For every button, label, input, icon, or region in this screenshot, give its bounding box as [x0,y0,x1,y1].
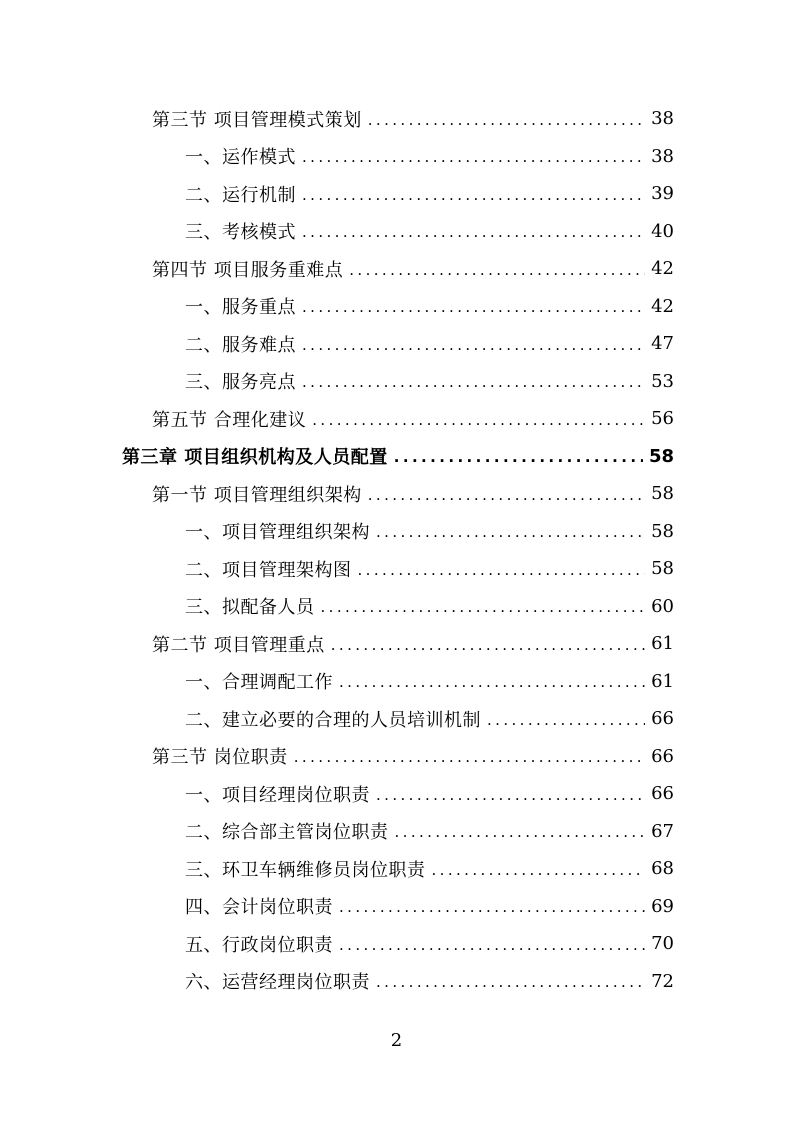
toc-entry-page: 67 [651,820,674,842]
toc-entry-label: 五、行政岗位职责 [185,934,333,956]
toc-entry-page: 38 [651,108,674,129]
page-number: 2 [390,1030,403,1051]
toc-entry-page: 58 [648,445,674,467]
toc-entry-label: 第一节 项目管理组织架构 [152,484,362,506]
toc-leader-dots [358,559,646,579]
toc-entry-page: 60 [651,595,674,617]
toc-leader-dots [376,521,645,541]
toc-leader-dots [368,109,645,129]
toc-leader-dots [302,296,645,316]
toc-leader-dots [302,221,645,241]
toc-entry-label: 四、会计岗位职责 [185,897,333,918]
toc-leader-dots [321,596,646,616]
toc-entry-label: 三、服务亮点 [185,372,296,393]
toc-entry-item[interactable] [185,850,674,887]
toc-entry-item[interactable] [185,925,674,962]
toc-leader-dots [302,184,645,204]
toc-entry-item[interactable] [185,138,674,175]
toc-entry-item[interactable] [185,288,674,325]
toc-entry-page: 58 [651,558,674,579]
toc-entry-label: 第四节 项目服务重难点 [152,259,344,281]
toc-entry-page: 58 [651,483,674,504]
toc-entry-item[interactable] [185,888,674,925]
toc-leader-dots [349,259,645,279]
toc-entry-label: 二、建立必要的合理的人员培训机制 [185,709,481,731]
toc-entry-page: 69 [651,895,674,917]
toc-leader-dots [376,784,645,804]
toc-entry-label: 一、运作模式 [185,147,296,168]
toc-entry-label: 二、综合部主管岗位职责 [185,822,389,843]
toc-leader-dots [395,821,646,841]
toc-leader-dots [487,709,645,729]
toc-entry-page: 40 [651,220,674,242]
toc-entry-section[interactable] [152,400,674,437]
toc-entry-page: 58 [651,520,674,542]
toc-leader-dots [376,971,645,991]
toc-entry-item[interactable] [185,213,674,250]
toc-leader-dots [368,484,645,504]
toc-entry-page: 47 [651,333,674,354]
toc-entry-page: 56 [651,408,674,429]
toc-entry-page: 38 [651,145,674,167]
toc-leader-dots [302,146,645,166]
toc-entry-page: 61 [651,670,674,692]
toc-entry-page: 66 [651,745,674,767]
toc-entry-label: 三、考核模式 [185,222,296,243]
toc-entry-label: 第三章 项目组织机构及人员配置 [122,447,388,468]
toc-entry-label: 第二节 项目管理重点 [152,634,325,656]
toc-entry-item[interactable] [185,663,674,700]
toc-entry-label: 一、服务重点 [185,297,296,318]
toc-leader-dots [339,934,645,954]
toc-entry-label: 二、服务难点 [185,334,296,356]
toc-entry-label: 六、运营经理岗位职责 [185,972,370,993]
toc-leader-dots [294,746,645,766]
toc-entry-chapter[interactable] [122,438,674,475]
toc-leader-dots [339,896,645,916]
toc-entry-item[interactable] [185,175,674,212]
toc-entry-label: 第三节 岗位职责 [152,747,288,768]
toc-entry-item[interactable] [185,963,674,1000]
toc-entry-label: 三、拟配备人员 [185,597,315,618]
toc-leader-dots [302,371,645,391]
toc-entry-page: 70 [651,933,674,954]
toc-entry-page: 39 [651,183,674,204]
toc-entry-page: 66 [651,783,674,804]
toc-entry-label: 第五节 合理化建议 [152,409,307,431]
toc-entry-label: 二、项目管理架构图 [185,559,352,581]
toc-entry-item[interactable] [185,325,674,362]
toc-entry-page: 68 [651,858,674,879]
toc-entry-label: 第三节 项目管理模式策划 [152,109,362,131]
toc-entry-label: 一、合理调配工作 [185,672,333,693]
toc-leader-dots [432,859,646,879]
toc-entry-page: 61 [651,633,674,654]
toc-leader-dots [339,671,645,691]
toc-entry-page: 72 [651,970,674,992]
toc-entry-section-3-1[interactable] [152,100,674,137]
toc-entry-item[interactable] [185,550,674,587]
toc-entry-label: 三、环卫车辆维修员岗位职责 [185,859,426,881]
toc-leader-dots [302,334,645,354]
toc-entry-page: 66 [651,708,674,729]
toc-entry-item[interactable] [185,588,674,625]
toc-entry-section[interactable] [152,250,674,287]
toc-entry-item[interactable] [185,813,674,850]
toc-entry-page: 42 [651,258,674,279]
toc-entry-section[interactable] [152,625,674,662]
toc-entry-item[interactable] [185,775,674,812]
toc-leader-dots [312,409,645,429]
toc-leader-dots [331,634,645,654]
toc-entry-section[interactable] [152,475,674,512]
toc-entry-page: 42 [651,295,674,317]
toc-entry-label: 一、项目经理岗位职责 [185,784,370,806]
toc-entry-item[interactable] [185,363,674,400]
toc-entry-page: 53 [651,370,674,392]
toc-entry-item[interactable] [185,700,674,737]
toc-entry-label: 二、运行机制 [185,184,296,206]
toc-entry-section[interactable] [152,738,674,775]
toc-entry-item[interactable] [185,513,674,550]
toc-leader-dots [394,446,643,466]
toc-entry-label: 一、项目管理组织架构 [185,522,370,543]
